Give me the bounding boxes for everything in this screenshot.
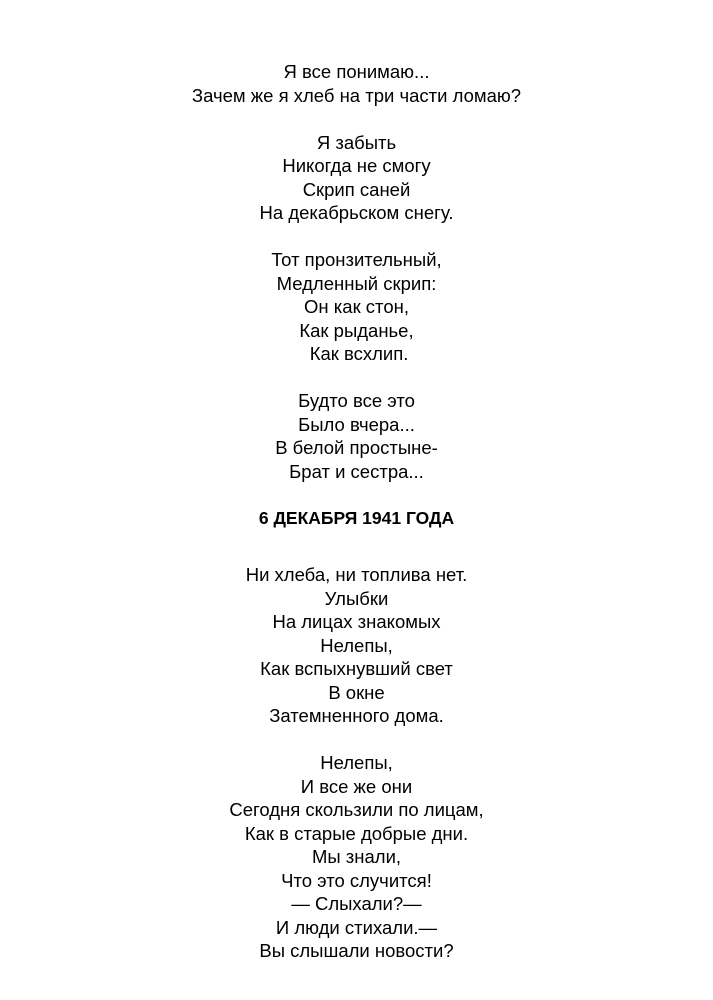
poem-line: Как всхлип. <box>304 343 409 364</box>
poem-line: И все же они <box>300 775 413 797</box>
poem-line: Он как стон, <box>304 296 409 317</box>
poem-line: Было вчера... <box>298 413 415 435</box>
poem-line: Нелепы, <box>320 634 393 656</box>
section-title: 6 ДЕКАБРЯ 1941 ГОДА <box>258 507 455 528</box>
poem-line: Что это случится! <box>281 869 432 891</box>
stanza <box>0 60 713 107</box>
poem-line: Вы слышали новости? <box>259 940 454 961</box>
poem-line: Улыбки <box>324 587 389 609</box>
poem-line: Сегодня скользили по лицам, <box>229 799 484 820</box>
poem-line: Мы знали, <box>311 846 402 867</box>
poem-line: На лицах знакомых <box>272 611 441 632</box>
stanza <box>0 131 713 225</box>
poem-line: — Слыхали?— <box>291 893 422 914</box>
stanza <box>0 389 713 483</box>
poem-line: В белой простыне- <box>275 437 438 458</box>
poem-line: Нелепы, <box>320 752 393 773</box>
stanza <box>0 563 713 728</box>
poem-line: Ни хлеба, ни топлива нет. <box>245 564 468 585</box>
poem-line: Тот пронзительный, <box>271 249 442 270</box>
poem-line: Медленный скрип: <box>276 272 437 294</box>
poem-line: Брат и сестра... <box>289 460 424 482</box>
poem-line: Зачем же я хлеб на три части ломаю? <box>191 84 522 106</box>
poem-line: В окне <box>328 681 385 703</box>
poem-line: Как в старые добрые дни. <box>244 822 469 844</box>
poem-line: На декабрьском снегу. <box>259 202 454 223</box>
poem-line: Я забыть <box>316 131 397 153</box>
poem-page <box>0 60 713 986</box>
poem-line: Скрип саней <box>302 178 411 200</box>
poem-line: Я все понимаю... <box>283 61 430 82</box>
poem-line: Будто все это <box>298 390 415 411</box>
poem-line: Как рыданье, <box>299 319 414 341</box>
poem-line: Никогда не смогу <box>282 155 431 176</box>
poem-line: И люди стихали.— <box>275 916 438 938</box>
poem-line: Затемненного дома. <box>269 705 444 726</box>
stanza <box>0 248 713 366</box>
poem-line: Как вспыхнувший свет <box>260 658 453 679</box>
stanza <box>0 751 713 963</box>
